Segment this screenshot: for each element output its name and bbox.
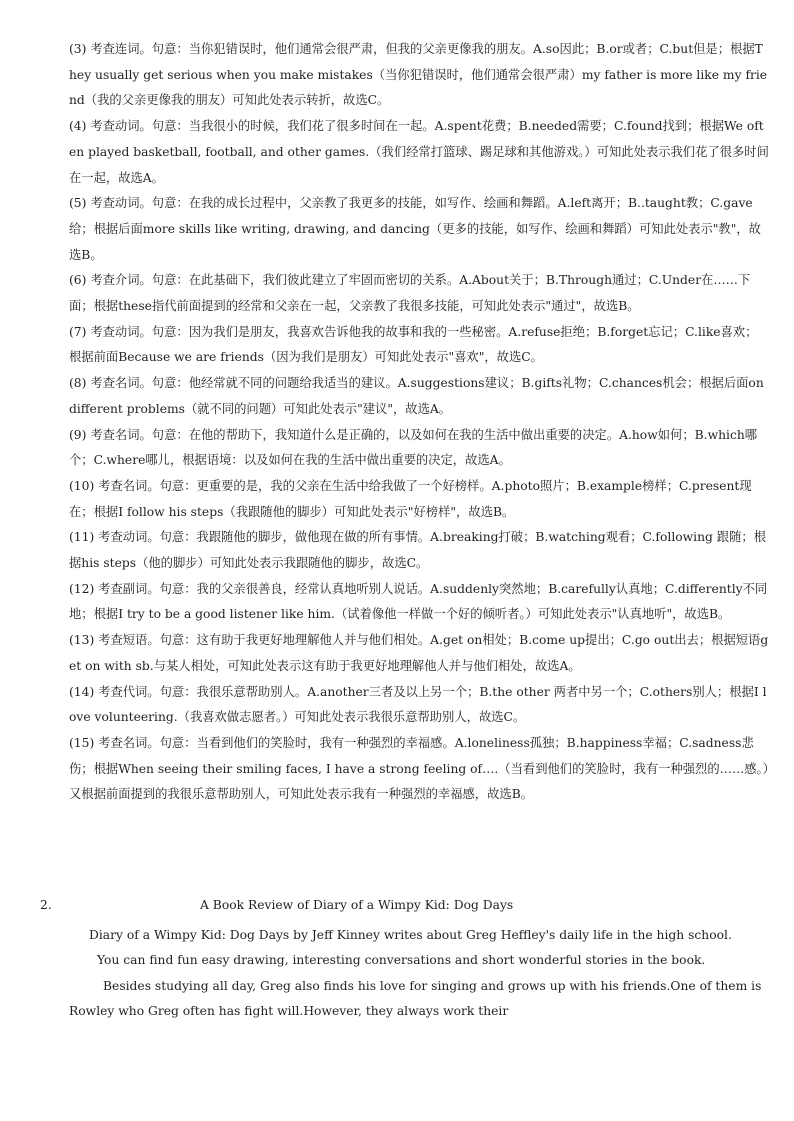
answer-item-8: (8) 考查名词。句意：他经常就不同的问题给我适当的建议。A.suggestions建议；B.gifts礼物；C.chances机会；根据后面on different problems（就不同的问题）可知此处表示"建议"，故选A。 (69, 376, 764, 416)
answer-item-10: (10) 考查名词。句意：更重要的是，我的父亲在生活中给我做了一个好榜样。A.photo照片；B.example榜样；C.present现在；根据I follow his steps（我跟随他的脚步）可知此处表示"好榜样"，故选B。 (69, 478, 752, 519)
review-paragraph-1: Diary of a Wimpy Kid: Dog Days by Jeff Kinney writes about Greg Heffley's daily life in the high school. (89, 928, 732, 942)
answer-item-14: (14) 考查代词。句意：我很乐意帮助别人。A.another三者及以上另一个；B.the other 两者中另一个；C.others别人；根据I love volunteering.（我喜欢做志愿者。）可知此处表示我很乐意帮助别人，故选C。 (69, 684, 767, 725)
review-paragraph-3: Besides studying all day, Greg also finds his love for singing and grows up with his friends.One of them is Rowley who Greg often has fight will.However, they always work their (69, 978, 762, 1019)
question-number: 2. (40, 898, 52, 912)
answer-item-4: (4) 考查动词。句意：当我很小的时候，我们花了很多时间在一起。A.spent花费；B.needed需要；C.found找到；根据We often played basketball, football, and other games.（我们经常打篮球、踢足球和其他游戏。）可知此处表示我们花了很多时间在一起，故选A。 (69, 119, 769, 185)
answer-item-5: (5) 考查动词。句意：在我的成长过程中，父亲教了我更多的技能，如写作、绘画和舞蹈。A.left离开；B..taught教；C.gave给；根据后面more skills like writing, drawing, and dancing（更多的技能，如写作、绘画和舞蹈）可知此处表示"教"，故选B。 (69, 196, 761, 262)
review-paragraph-2: You can find fun easy drawing, interesting conversations and short wonderful stories in the book. (97, 953, 706, 968)
answer-item-7: (7) 考查动词。句意：因为我们是朋友，我喜欢告诉他我的故事和我的一些秘密。A.refuse拒绝；B.forget忘记；C.like喜欢；根据前面Because we are friends（因为我们是朋友）可知此处表示"喜欢"，故选C。 (69, 324, 758, 365)
answer-item-9: (9) 考查名词。句意：在他的帮助下，我知道什么是正确的，以及如何在我的生活中做出重要的决定。A.how如何；B.which哪个；C.where哪儿，根据语境：以及如何在我的生活中做出重要的决定，故选A。 (69, 427, 758, 468)
answer-explanations (69, 37, 769, 808)
answer-item-6: (6) 考查介词。句意：在此基础下，我们彼此建立了牢固而密切的关系。A.About关于；B.Through通过；C.Under在……下面；根据these指代前面提到的经常和父亲在一起，父亲教了我很多技能，可知此处表示"通过"，故选B。 (69, 273, 751, 314)
answer-item-13: (13) 考查短语。句意：这有助于我更好地理解他人并与他们相处。A.get on相处；B.come up提出；C.go out出去；根据短语get on with sb.与某人相处，可知此处表示这有助于我更好地理解他人并与他们相处，故选A。 (69, 633, 769, 673)
answer-item-15: (15) 考查名词。句意：当看到他们的笑脸时，我有一种强烈的幸福感。A.loneliness孤独；B.happiness幸福；C.sadness悲伤；根据When seeing their smiling faces, I have a strong feeling of….（当看到他们的笑脸时，我有一种强烈的……感。）又根据前面提到的我很乐意帮助别人，可知此处表示我有一种强烈的幸福感，故选B。 (69, 735, 769, 802)
review-body (69, 923, 769, 1025)
answer-item-3: (3) 考查连词。句意：当你犯错误时，他们通常会很严肃，但我的父亲更像我的朋友。A.so因此；B.or或者；C.but但是；根据They usually get serious when you make mistakes（当你犯错误时，他们通常会很严肃）my father is more like my friend（我的父亲更像我的朋友）可知此处表示转折，故选C。 (69, 42, 768, 108)
answer-item-12: (12) 考查副词。句意：我的父亲很善良，经常认真地听别人说话。A.suddenly突然地；B.carefully认真地；C.differently不同地；根据I try to be a good listener like him.（试着像他一样做一个好的倾听者。）可知此处表示"认真地听"，故选B。 (69, 581, 768, 622)
answer-item-11: (11) 考查动词。句意：我跟随他的脚步，做他现在做的所有事情。A.breaking打破；B.watching观看；C.following 跟随；根据his steps（他的脚步）可知此处表示我跟随他的脚步，故选C。 (69, 530, 766, 571)
review-title: A Book Review of Diary of a Wimpy Kid: Dog Days (200, 898, 514, 912)
